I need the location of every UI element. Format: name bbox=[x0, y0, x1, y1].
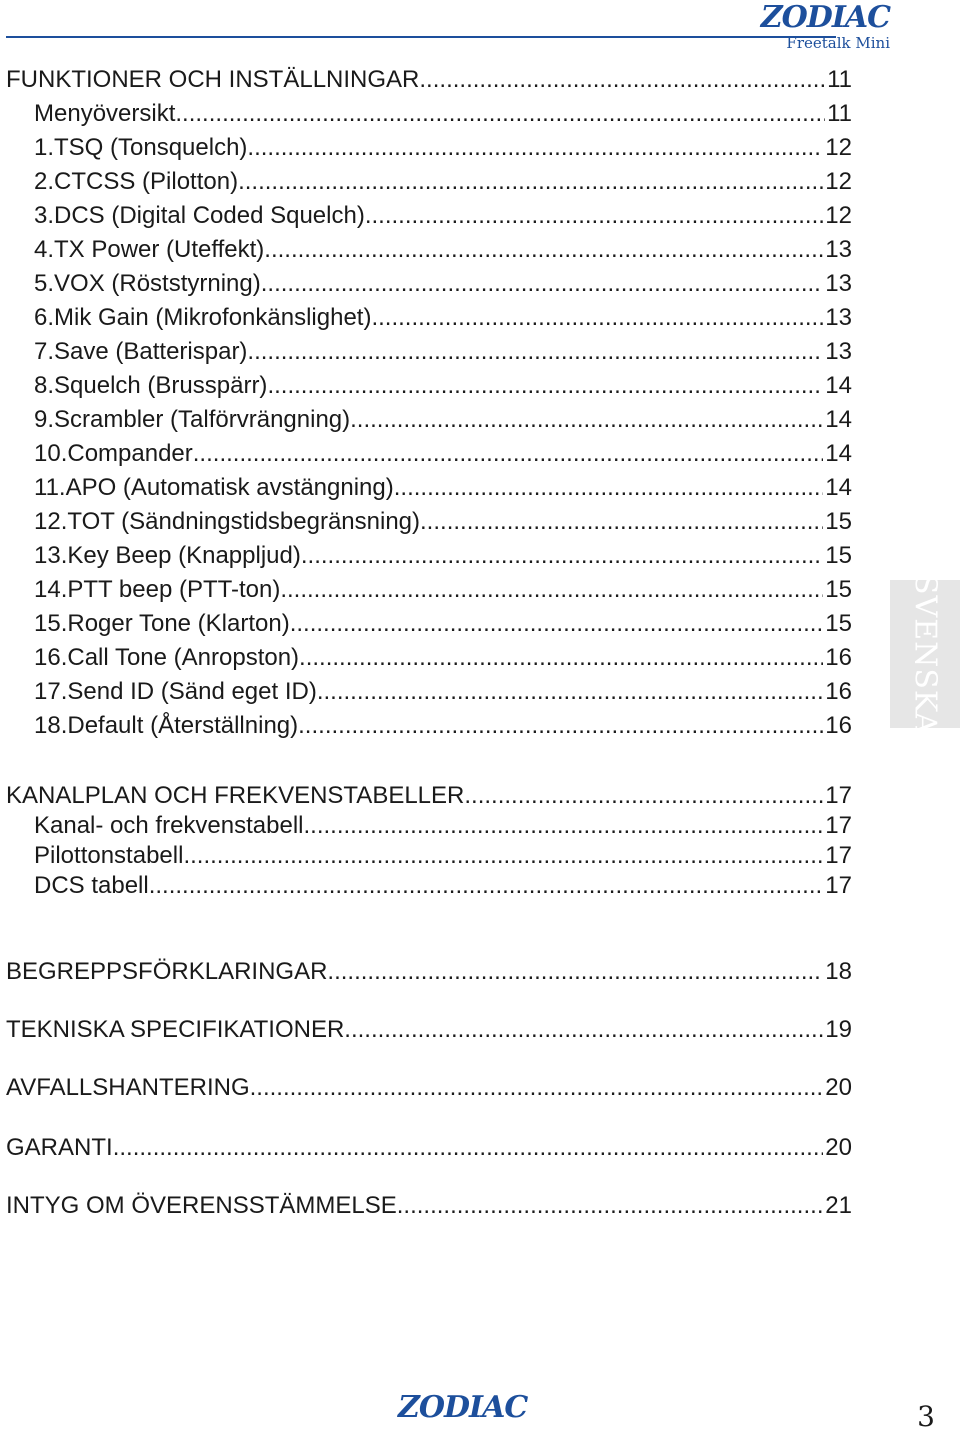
toc-entry-label: 3.DCS (Digital Coded Squelch). bbox=[34, 202, 372, 229]
toc-entry bbox=[34, 642, 852, 674]
toc-entry-label: 17.Send ID (Sänd eget ID) bbox=[34, 678, 317, 705]
toc-leader-dots bbox=[264, 234, 823, 266]
toc-entry-page: 20 bbox=[825, 1074, 852, 1101]
footer-logo: ZODIAC bbox=[398, 1390, 528, 1425]
toc-entry bbox=[34, 472, 852, 504]
toc-entry-label: 12.TOT (Sändningstidsbegränsning) bbox=[34, 508, 421, 535]
toc-leader-dots bbox=[419, 64, 825, 96]
toc-entry-label: 10.Compander bbox=[34, 440, 193, 467]
toc-entry bbox=[6, 1132, 852, 1164]
toc-entry-page: 14 bbox=[825, 406, 852, 433]
toc-entry-label: 15.Roger Tone (Klarton) bbox=[34, 610, 290, 637]
toc-entry bbox=[34, 840, 852, 872]
toc-entry-page: 18 bbox=[825, 958, 852, 985]
toc-entry-page: 16 bbox=[825, 678, 852, 705]
toc-leader-dots bbox=[280, 574, 823, 606]
toc-leader-dots bbox=[327, 956, 823, 988]
toc-entry-page: 13 bbox=[825, 236, 852, 263]
toc-leader-dots bbox=[195, 98, 825, 130]
toc-leader-dots bbox=[394, 472, 824, 504]
toc-entry-label: 13.Key Beep (Knappljud) bbox=[34, 542, 301, 569]
toc-leader-dots bbox=[267, 370, 823, 402]
toc-leader-dots bbox=[372, 200, 824, 232]
toc-entry-label: GARANTI bbox=[6, 1134, 113, 1161]
toc-entry bbox=[34, 676, 852, 708]
toc-entry-label: 5.VOX (Röststyrning) bbox=[34, 270, 261, 297]
toc-leader-dots bbox=[238, 166, 823, 198]
toc-entry-page: 13 bbox=[825, 338, 852, 365]
toc-entry-label: 16.Call Tone (Anropston) bbox=[34, 644, 300, 671]
toc-leader-dots bbox=[301, 540, 823, 572]
toc-entry-page: 13 bbox=[825, 270, 852, 297]
toc-entry-label: 18.Default (Återställning) bbox=[34, 712, 299, 739]
toc-entry-page: 16 bbox=[825, 644, 852, 671]
toc-entry-label: FUNKTIONER OCH INSTÄLLNINGAR bbox=[6, 66, 420, 93]
toc-leader-dots bbox=[317, 676, 823, 708]
product-name: Freetalk Mini bbox=[786, 34, 890, 52]
toc-entry bbox=[34, 268, 852, 300]
toc-leader-dots bbox=[250, 1072, 824, 1104]
toc-entry-page: 11 bbox=[827, 100, 852, 127]
toc-entry-label: INTYG OM ÖVERENSSTÄMMELSE... bbox=[6, 1192, 417, 1219]
toc-entry-page: 16 bbox=[825, 712, 852, 739]
toc-entry bbox=[34, 132, 852, 164]
toc-leader-dots bbox=[298, 710, 823, 742]
toc-entry-page: 14 bbox=[825, 372, 852, 399]
toc-entry bbox=[34, 870, 852, 902]
toc-entry-page: 12 bbox=[825, 168, 852, 195]
toc-entry bbox=[34, 98, 852, 130]
toc-entry bbox=[34, 336, 852, 368]
toc-leader-dots bbox=[344, 1014, 823, 1046]
toc-entry-page: 15 bbox=[825, 610, 852, 637]
toc-entry bbox=[34, 302, 852, 334]
toc-entry-label: DCS tabell bbox=[34, 872, 149, 899]
toc-entry-label: Menyöversikt... bbox=[34, 100, 196, 127]
toc-entry bbox=[34, 540, 852, 572]
toc-entry-page: 17 bbox=[825, 872, 852, 899]
toc-entry bbox=[34, 710, 852, 742]
toc-entry bbox=[34, 574, 852, 606]
toc-entry-label: BEGREPPSFÖRKLARINGAR bbox=[6, 958, 328, 985]
brand-logo-text: ZODIAC bbox=[760, 0, 890, 35]
toc-leader-dots bbox=[371, 302, 823, 334]
header-divider bbox=[6, 36, 836, 38]
toc-leader-dots bbox=[193, 438, 824, 470]
toc-entry-page: 11 bbox=[827, 66, 852, 93]
toc-leader-dots bbox=[350, 404, 823, 436]
toc-leader-dots bbox=[149, 870, 824, 902]
toc-entry-label: 6.Mik Gain (Mikrofonkänslighet) bbox=[34, 304, 372, 331]
toc-leader-dots bbox=[183, 840, 823, 872]
toc-entry bbox=[6, 1190, 852, 1222]
toc-entry-label: 11.APO (Automatisk avstängning) bbox=[34, 474, 394, 501]
toc-leader-dots bbox=[417, 1190, 824, 1222]
toc-leader-dots bbox=[420, 506, 823, 538]
toc-entry-page: 21 bbox=[825, 1192, 852, 1219]
toc-entry bbox=[6, 64, 852, 96]
toc-entry-label: Kanal- och frekvenstabell bbox=[34, 812, 304, 839]
toc-entry-label: 14.PTT beep (PTT-ton) bbox=[34, 576, 281, 603]
toc-entry-label: TEKNISKA SPECIFIKATIONER bbox=[6, 1016, 345, 1043]
toc-entry-page: 20 bbox=[825, 1134, 852, 1161]
toc-entry bbox=[34, 166, 852, 198]
toc-entry-page: 17 bbox=[825, 812, 852, 839]
toc-entry bbox=[34, 608, 852, 640]
toc-entry-page: 14 bbox=[825, 440, 852, 467]
toc-leader-dots bbox=[303, 810, 823, 842]
toc-entry-label: 8.Squelch (Brusspärr) bbox=[34, 372, 268, 399]
toc-entry bbox=[6, 1014, 852, 1046]
language-tab-label: SVENSKA bbox=[907, 573, 943, 735]
toc-entry-label: 9.Scrambler (Talförvrängning) bbox=[34, 406, 351, 433]
toc-entry-label: Pilottonstabell bbox=[34, 842, 184, 869]
toc-entry bbox=[6, 956, 852, 988]
toc-entry bbox=[6, 780, 852, 812]
toc-entry-label: 1.TSQ (Tonsquelch) bbox=[34, 134, 248, 161]
toc-entry-page: 17 bbox=[825, 842, 852, 869]
toc-entry-page: 17 bbox=[825, 782, 852, 809]
toc-entry bbox=[34, 404, 852, 436]
toc-entry bbox=[34, 810, 852, 842]
toc-entry bbox=[34, 506, 852, 538]
toc-leader-dots bbox=[247, 336, 823, 368]
toc-leader-dots bbox=[113, 1132, 824, 1164]
toc-entry bbox=[6, 1072, 852, 1104]
toc-entry-label: KANALPLAN OCH FREKVENSTABELLER bbox=[6, 782, 465, 809]
toc-entry bbox=[34, 438, 852, 470]
toc-entry-page: 12 bbox=[825, 202, 852, 229]
toc-entry bbox=[34, 200, 852, 232]
toc-entry-label: 4.TX Power (Uteffekt) bbox=[34, 236, 265, 263]
toc-entry-page: 13 bbox=[825, 304, 852, 331]
toc-entry-page: 15 bbox=[825, 508, 852, 535]
toc-entry-label: AVFALLSHANTERING bbox=[6, 1074, 250, 1101]
toc-leader-dots bbox=[247, 132, 823, 164]
toc-entry-page: 12 bbox=[825, 134, 852, 161]
toc-entry-label: 7.Save (Batterispar) bbox=[34, 338, 248, 365]
toc-entry-page: 15 bbox=[825, 542, 852, 569]
toc-leader-dots bbox=[261, 268, 824, 300]
toc-entry bbox=[34, 234, 852, 266]
toc-entry-page: 19 bbox=[825, 1016, 852, 1043]
toc-leader-dots bbox=[290, 608, 824, 640]
toc-leader-dots bbox=[299, 642, 823, 674]
toc-entry bbox=[34, 370, 852, 402]
toc-leader-dots bbox=[464, 780, 823, 812]
page-number: 3 bbox=[917, 1400, 935, 1433]
language-tab bbox=[890, 573, 960, 735]
toc-entry-page: 14 bbox=[825, 474, 852, 501]
header-logo bbox=[760, 0, 890, 36]
toc-entry-label: 2.CTCSS (Pilotton) bbox=[34, 168, 239, 195]
toc-entry-page: 15 bbox=[825, 576, 852, 603]
